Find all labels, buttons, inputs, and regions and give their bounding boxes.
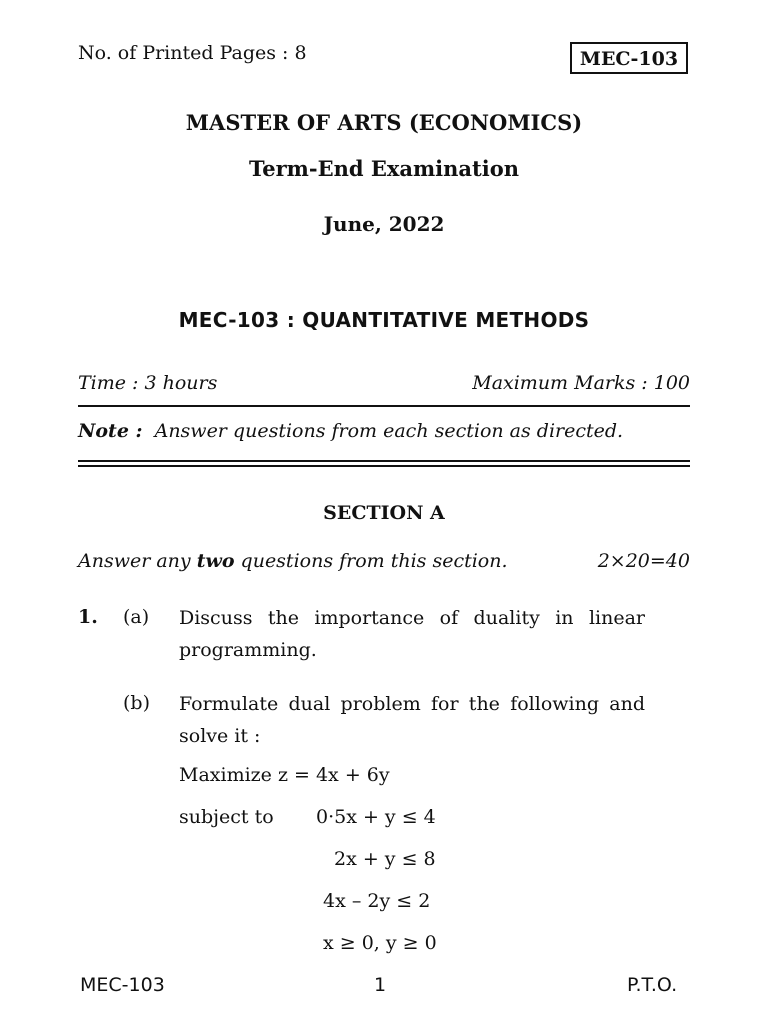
constraint-1: 0·5x + y ≤ 4 — [316, 806, 436, 828]
subject-to-label: subject to — [179, 806, 274, 828]
course-title: MEC-103 : QUANTITATIVE METHODS — [178, 308, 590, 332]
constraint-3: 4x – 2y ≤ 2 — [323, 890, 431, 912]
exam-type: Term-End Examination — [248, 156, 519, 181]
course-code-box: MEC-103 — [570, 42, 688, 74]
section-heading: SECTION A — [323, 502, 445, 524]
footer-course-code: MEC-103 — [80, 974, 165, 996]
part-b-text: Formulate dual problem for the following and solve it : — [179, 693, 645, 747]
footer-pto: P.T.O. — [627, 974, 678, 996]
instruction-bold: two — [196, 550, 235, 572]
question-number: 1. — [78, 606, 98, 628]
objective-function: Maximize z = 4x + 6y — [179, 764, 390, 786]
constraint-2: 2x + y ≤ 8 — [334, 848, 436, 870]
part-a-label: (a) — [123, 606, 150, 628]
note-label: Note : — [78, 420, 143, 442]
double-rule-bottom — [78, 465, 690, 467]
part-b-label: (b) — [123, 692, 150, 714]
exam-duration: Time : 3 hours — [78, 372, 218, 394]
part-a-text: Discuss the importance of duality in linear programming. — [179, 607, 645, 661]
divider-rule — [78, 405, 690, 407]
instruction-pre: Answer any — [78, 550, 197, 572]
exam-date: June, 2022 — [323, 212, 445, 236]
printed-pages-count: No. of Printed Pages : 8 — [78, 42, 307, 64]
footer-page-number: 1 — [374, 974, 387, 996]
programme-title: MASTER OF ARTS (ECONOMICS) — [185, 110, 583, 135]
double-rule-top — [78, 460, 690, 462]
instruction-text — [78, 550, 508, 572]
note-line — [78, 420, 623, 442]
section-instruction — [78, 550, 690, 572]
non-negativity-constraint: x ≥ 0, y ≥ 0 — [323, 932, 437, 954]
section-marks: 2×20=40 — [597, 550, 690, 572]
maximum-marks: Maximum Marks : 100 — [472, 372, 690, 394]
instruction-post: questions from this section. — [234, 550, 508, 572]
time-marks-row — [78, 372, 690, 394]
note-text: Answer questions from each section as directed. — [154, 420, 624, 442]
